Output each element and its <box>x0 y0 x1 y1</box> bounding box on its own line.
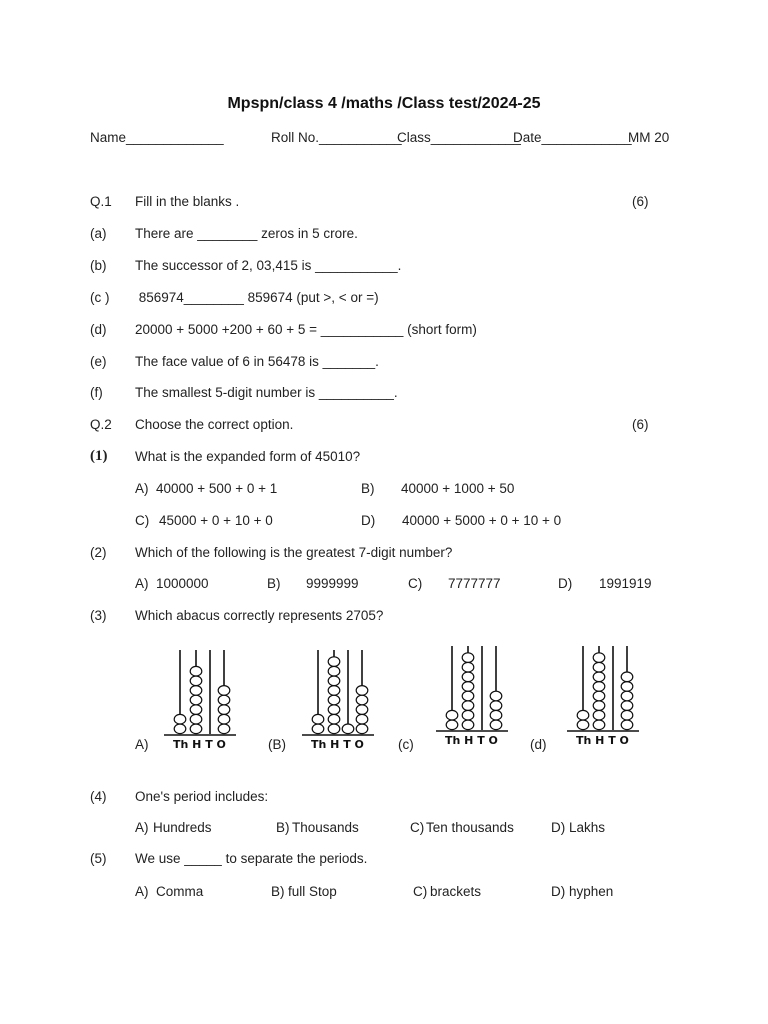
abacus-bead <box>462 682 474 692</box>
abacus-bead <box>328 686 340 696</box>
option-key: C) <box>135 513 150 528</box>
abacus-bead <box>218 724 230 734</box>
abacus-bead <box>190 714 202 724</box>
q2-number: Q.2 <box>90 417 112 432</box>
abacus-bead <box>621 710 633 720</box>
option-value: 1991919 <box>599 576 652 591</box>
abacus-bead <box>356 686 368 696</box>
abacus-bead <box>462 653 474 663</box>
option-key: D) <box>558 576 573 591</box>
q1-item-label: (b) <box>90 258 107 273</box>
option-key: C) <box>408 576 423 591</box>
abacus-bead <box>446 720 458 730</box>
q2-item-label: (5) <box>90 851 107 866</box>
abacus-bead <box>342 724 354 734</box>
abacus-bead <box>621 701 633 711</box>
q1-item-text: 20000 + 5000 +200 + 60 + 5 = ___________ (short form) <box>135 322 477 337</box>
abacus-bead <box>356 714 368 724</box>
abacus-bead <box>446 710 458 720</box>
abacus-bead <box>356 695 368 705</box>
abacus-bead <box>190 666 202 676</box>
abacus-bead <box>190 686 202 696</box>
abacus-bead <box>190 724 202 734</box>
abacus-bead <box>490 691 502 701</box>
abacus-d <box>565 636 641 748</box>
date-field: Date____________ <box>513 130 632 145</box>
option-key: B) <box>271 884 285 899</box>
abacus-c <box>434 636 510 748</box>
abacus-option-label: A) <box>135 737 149 752</box>
q1-item-text: 856974________ 859674 (put >, < or =) <box>135 290 379 305</box>
abacus-place-labels: Th H T O <box>173 738 226 751</box>
abacus-bead <box>174 714 186 724</box>
roll-field: Roll No.___________ <box>271 130 402 145</box>
q2-item-text: What is the expanded form of 45010? <box>135 449 361 464</box>
q2-heading: Choose the correct option. <box>135 417 294 432</box>
option-key: D) <box>361 513 376 528</box>
abacus-option-label: (c) <box>398 737 414 752</box>
abacus-bead <box>462 672 474 682</box>
abacus-bead <box>490 710 502 720</box>
option-key: B) <box>267 576 281 591</box>
q1-heading: Fill in the blanks . <box>135 194 240 209</box>
abacus-bead <box>190 695 202 705</box>
abacus-bead <box>462 710 474 720</box>
class-field: Class____________ <box>397 130 521 145</box>
q1-item-text: The face value of 6 in 56478 is _______. <box>135 354 379 369</box>
option-key: B) <box>361 481 375 496</box>
abacus-bead <box>593 691 605 701</box>
option-key: A) <box>135 576 149 591</box>
abacus-bead <box>190 676 202 686</box>
abacus-bead <box>621 672 633 682</box>
abacus-bead <box>593 710 605 720</box>
abacus-bead <box>593 682 605 692</box>
q1-item-label: (f) <box>90 385 103 400</box>
option-value: 40000 + 5000 + 0 + 10 + 0 <box>402 513 562 528</box>
option-value: hyphen <box>569 884 614 899</box>
abacus-drawing <box>162 640 238 752</box>
abacus-bead <box>312 714 324 724</box>
option-value: Hundreds <box>153 820 212 835</box>
option-key: C) <box>413 884 428 899</box>
abacus-drawing <box>300 640 376 752</box>
abacus-place-labels: Th H T O <box>445 734 498 747</box>
option-value: 45000 + 0 + 10 + 0 <box>159 513 273 528</box>
abacus-bead <box>462 662 474 672</box>
abacus-bead <box>356 724 368 734</box>
abacus-place-labels: Th H T O <box>576 734 629 747</box>
q2-item-text: One's period includes: <box>135 789 269 804</box>
page-title: Mpspn/class 4 /maths /Class test/2024-25 <box>227 95 541 112</box>
q1-item-text: There are ________ zeros in 5 crore. <box>135 226 358 241</box>
option-key: D) <box>551 884 566 899</box>
abacus-bead <box>328 676 340 686</box>
abacus-bead <box>462 701 474 711</box>
abacus-bead <box>328 724 340 734</box>
q1-number: Q.1 <box>90 194 112 209</box>
option-value: 40000 + 500 + 0 + 1 <box>156 481 278 496</box>
abacus-option-label: (d) <box>530 737 547 752</box>
abacus-bead <box>218 686 230 696</box>
q1-item-text: The successor of 2, 03,415 is ___________. <box>135 258 402 273</box>
option-value: full Stop <box>288 884 337 899</box>
abacus-bead <box>174 724 186 734</box>
option-value: Lakhs <box>569 820 606 835</box>
abacus-bead <box>328 705 340 715</box>
abacus-bead <box>328 657 340 667</box>
option-value: Comma <box>156 884 204 899</box>
option-key: A) <box>135 820 149 835</box>
q2-item-label: (1) <box>90 448 108 464</box>
abacus-bead <box>593 653 605 663</box>
q1-item-label: (d) <box>90 322 107 337</box>
abacus-bead <box>328 666 340 676</box>
abacus-bead <box>593 672 605 682</box>
abacus-bead <box>328 714 340 724</box>
abacus-bead <box>621 691 633 701</box>
abacus-bead <box>312 724 324 734</box>
q1-marks: (6) <box>632 194 649 209</box>
q2-item-label: (3) <box>90 608 107 623</box>
q1-item-text: The smallest 5-digit number is __________. <box>135 385 398 400</box>
abacus-bead <box>593 720 605 730</box>
abacus-bead <box>218 705 230 715</box>
q2-item-label: (2) <box>90 545 107 560</box>
option-key: B) <box>276 820 290 835</box>
q1-item-label: (e) <box>90 354 107 369</box>
abacus-drawing <box>434 636 510 748</box>
option-key: D) <box>551 820 566 835</box>
option-value: 40000 + 1000 + 50 <box>401 481 515 496</box>
abacus-bead <box>621 720 633 730</box>
abacus-bead <box>577 720 589 730</box>
name-field: Name_____________ <box>90 130 224 145</box>
abacus-a <box>162 640 238 752</box>
abacus-bead <box>218 714 230 724</box>
abacus-place-labels: Th H T O <box>311 738 364 751</box>
abacus-b <box>300 640 376 752</box>
abacus-bead <box>621 682 633 692</box>
option-key: A) <box>135 884 149 899</box>
q1-item-label: (c ) <box>90 290 110 305</box>
abacus-bead <box>593 662 605 672</box>
abacus-bead <box>490 720 502 730</box>
abacus-bead <box>328 695 340 705</box>
abacus-drawing <box>565 636 641 748</box>
option-key: C) <box>410 820 425 835</box>
abacus-bead <box>462 720 474 730</box>
option-value: 9999999 <box>306 576 359 591</box>
q2-item-label: (4) <box>90 789 107 804</box>
max-marks: MM 20 <box>628 130 670 145</box>
abacus-bead <box>356 705 368 715</box>
option-value: Ten thousands <box>426 820 514 835</box>
abacus-bead <box>218 695 230 705</box>
q2-item-text: We use _____ to separate the periods. <box>135 851 368 866</box>
q1-item-label: (a) <box>90 226 107 241</box>
q2-item-text: Which abacus correctly represents 2705? <box>135 608 384 623</box>
abacus-bead <box>462 691 474 701</box>
option-value: Thousands <box>292 820 359 835</box>
q2-marks: (6) <box>632 417 649 432</box>
option-key: A) <box>135 481 149 496</box>
abacus-bead <box>490 701 502 711</box>
option-value: 1000000 <box>156 576 209 591</box>
abacus-bead <box>577 710 589 720</box>
abacus-bead <box>190 705 202 715</box>
option-value: 7777777 <box>448 576 501 591</box>
abacus-option-label: (B) <box>268 737 286 752</box>
abacus-bead <box>593 701 605 711</box>
q2-item-text: Which of the following is the greatest 7-digit number? <box>135 545 453 560</box>
option-value: brackets <box>430 884 482 899</box>
